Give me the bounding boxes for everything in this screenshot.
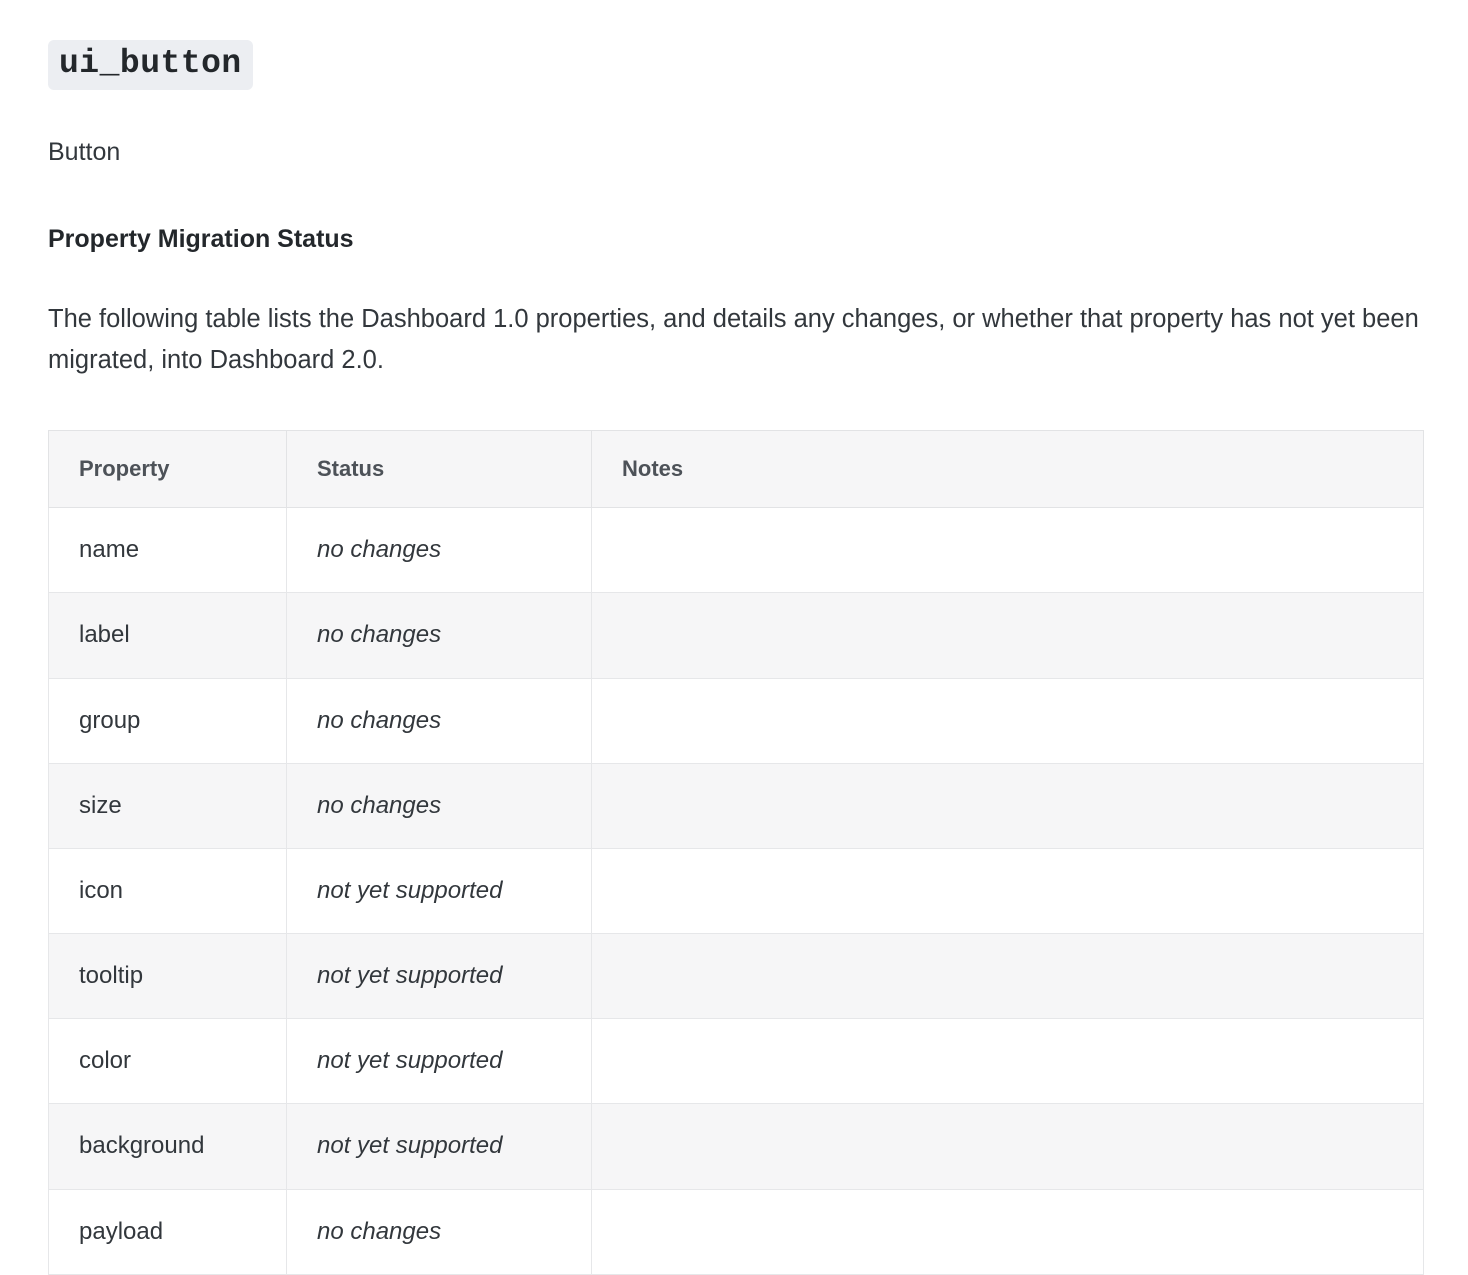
cell-property: name — [49, 508, 287, 593]
cell-property: background — [49, 1104, 287, 1189]
table-row — [49, 934, 1424, 1019]
table-header-row — [49, 430, 1424, 508]
cell-notes — [592, 508, 1424, 593]
cell-property: size — [49, 763, 287, 848]
page-title-code: ui_button — [48, 40, 253, 90]
table-row — [49, 1104, 1424, 1189]
cell-notes — [592, 593, 1424, 678]
section-heading-property-migration-status: Property Migration Status — [48, 224, 354, 253]
cell-property: group — [49, 678, 287, 763]
table-row — [49, 508, 1424, 593]
cell-notes — [592, 848, 1424, 933]
column-header-status: Status — [287, 430, 592, 508]
column-header-notes: Notes — [592, 430, 1424, 508]
cell-status: no changes — [287, 508, 592, 593]
intro-paragraph: The following table lists the Dashboard 1.0 properties, and details any changes, or whether that property has not yet been migrated, into Dashboard 2.0. — [48, 304, 1419, 375]
cell-property: tooltip — [49, 934, 287, 1019]
cell-notes — [592, 763, 1424, 848]
table-row — [49, 678, 1424, 763]
cell-status: no changes — [287, 678, 592, 763]
cell-notes — [592, 1019, 1424, 1104]
cell-status: no changes — [287, 763, 592, 848]
cell-status: no changes — [287, 593, 592, 678]
component-description: Button — [48, 137, 121, 166]
table-body — [49, 508, 1424, 1275]
cell-property: color — [49, 1019, 287, 1104]
cell-status: no changes — [287, 1189, 592, 1274]
table-head — [49, 430, 1424, 508]
cell-status: not yet supported — [287, 1104, 592, 1189]
cell-property: payload — [49, 1189, 287, 1274]
cell-property: label — [49, 593, 287, 678]
cell-notes — [592, 678, 1424, 763]
cell-status: not yet supported — [287, 934, 592, 1019]
column-header-property: Property — [49, 430, 287, 508]
table-row — [49, 763, 1424, 848]
table-row — [49, 1019, 1424, 1104]
table-row — [49, 1189, 1424, 1274]
cell-notes — [592, 1189, 1424, 1274]
cell-notes — [592, 1104, 1424, 1189]
cell-notes — [592, 934, 1424, 1019]
table-row — [49, 593, 1424, 678]
cell-status: not yet supported — [287, 848, 592, 933]
table-row — [49, 848, 1424, 933]
cell-status: not yet supported — [287, 1019, 592, 1104]
property-migration-table — [48, 430, 1424, 1275]
cell-property: icon — [49, 848, 287, 933]
